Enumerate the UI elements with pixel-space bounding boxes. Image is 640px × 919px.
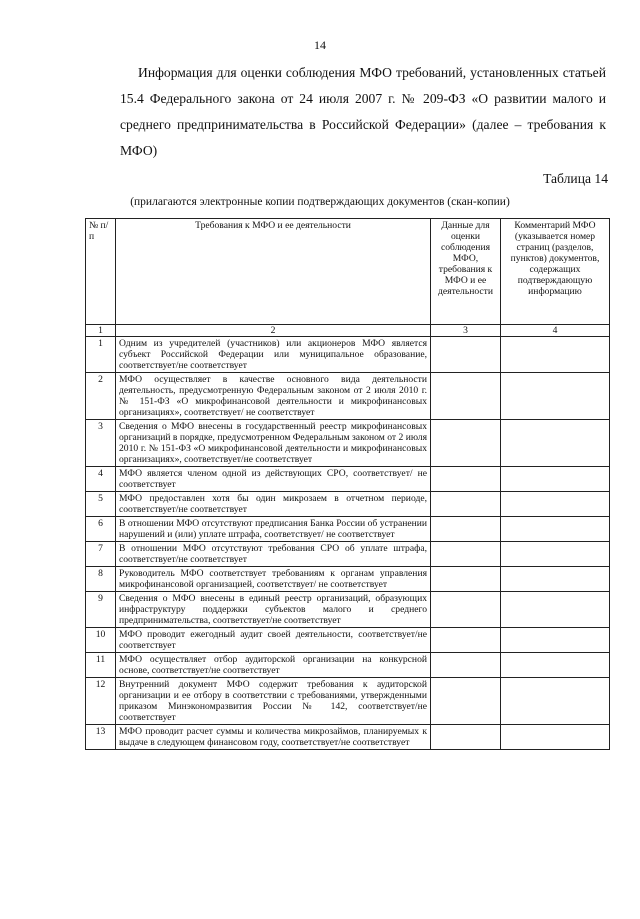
table-label: Таблица 14: [543, 171, 608, 186]
index-cell: 4: [501, 325, 610, 337]
row-requirement: МФО является членом одной из действующих СРО, соответствует/ не соответствует: [116, 467, 431, 492]
table-row: [86, 492, 610, 517]
row-number: 6: [86, 517, 116, 542]
table-row: [86, 653, 610, 678]
table-row: [86, 592, 610, 628]
row-data-cell: [431, 653, 501, 678]
header-comment: Комментарий МФО (указывается номер страниц (разделов, пунктов) документов, содержащих подтверждающую информацию: [501, 219, 610, 325]
row-data-cell: [431, 492, 501, 517]
table-row: [86, 628, 610, 653]
table-row: [86, 567, 610, 592]
table-row: [86, 678, 610, 725]
row-data-cell: [431, 373, 501, 420]
table-row: [86, 467, 610, 492]
row-comment-cell: [501, 653, 610, 678]
row-requirement: В отношении МФО отсутствуют предписания Банка России об устранении нарушений и (или) уплате штрафа, соответствует/ не соответствует: [116, 517, 431, 542]
table-row: [86, 373, 610, 420]
row-data-cell: [431, 678, 501, 725]
index-cell: 3: [431, 325, 501, 337]
document-heading: Информация для оценки соблюдения МФО требований, установленных статьей 15.4 Федерального закона от 24 июля 2007 г. № 209-ФЗ «О развитии малого и среднего предпринимательства в Российской Федерации» (далее – требования к МФО): [120, 65, 606, 158]
row-comment-cell: [501, 373, 610, 420]
row-data-cell: [431, 628, 501, 653]
row-comment-cell: [501, 420, 610, 467]
row-requirement: МФО осуществляет отбор аудиторской организации на конкурсной основе, соответствует/не соответствует: [116, 653, 431, 678]
table-row: [86, 542, 610, 567]
row-comment-cell: [501, 567, 610, 592]
row-comment-cell: [501, 467, 610, 492]
table-row: [86, 420, 610, 467]
row-comment-cell: [501, 337, 610, 373]
row-comment-cell: [501, 517, 610, 542]
row-comment-cell: [501, 542, 610, 567]
row-comment-cell: [501, 678, 610, 725]
row-number: 12: [86, 678, 116, 725]
requirements-table: [85, 218, 610, 750]
row-requirement: МФО проводит расчет суммы и количества микрозаймов, планируемых к выдаче в следующем финансовом году, соответствует/не соответствует: [116, 725, 431, 750]
row-number: 10: [86, 628, 116, 653]
table-header-row: [86, 219, 610, 325]
row-comment-cell: [501, 592, 610, 628]
header-number: № п/п: [86, 219, 116, 325]
row-requirement: В отношении МФО отсутствуют требования СРО об уплате штрафа, соответствует/не соответствует: [116, 542, 431, 567]
row-data-cell: [431, 337, 501, 373]
row-requirement: МФО осуществляет в качестве основного вида деятельности деятельность, предусмотренную Федеральным законом от 2 июля 2010 г. № 151-ФЗ «О микрофинансовой деятельности и микрофинансовых организациях», соответствует/ не соответствует: [116, 373, 431, 420]
row-number: 1: [86, 337, 116, 373]
row-data-cell: [431, 725, 501, 750]
page-number: 14: [314, 38, 326, 52]
row-number: 11: [86, 653, 116, 678]
row-number: 3: [86, 420, 116, 467]
row-data-cell: [431, 517, 501, 542]
row-requirement: МФО проводит ежегодный аудит своей деятельности, соответствует/не соответствует: [116, 628, 431, 653]
row-number: 8: [86, 567, 116, 592]
row-requirement: Сведения о МФО внесены в государственный реестр микрофинансовых организаций в порядке, предусмотренном Федеральным законом от 2 июля 2010 г. № 151-ФЗ «О микрофинансовой деятельности и микрофинансовых организациях», соответствует/не соответствует: [116, 420, 431, 467]
table-index-row: [86, 325, 610, 337]
row-number: 5: [86, 492, 116, 517]
row-requirement: МФО предоставлен хотя бы один микрозаем в отчетном периоде, соответствует/не соответствует: [116, 492, 431, 517]
row-number: 13: [86, 725, 116, 750]
row-data-cell: [431, 567, 501, 592]
row-comment-cell: [501, 628, 610, 653]
index-cell: 2: [116, 325, 431, 337]
row-number: 2: [86, 373, 116, 420]
header-data: Данные для оценки соблюдения МФО, требования к МФО и ее деятельности: [431, 219, 501, 325]
table-row: [86, 517, 610, 542]
row-comment-cell: [501, 492, 610, 517]
row-requirement: Одним из учредителей (участников) или акционеров МФО является субъект Российской Федерации или муниципальное образование, соответствует/не соответствует: [116, 337, 431, 373]
attachment-note: (прилагаются электронные копии подтверждающих документов (скан-копии): [130, 196, 510, 208]
row-data-cell: [431, 467, 501, 492]
header-requirement: Требования к МФО и ее деятельности: [116, 219, 431, 325]
row-requirement: Внутренний документ МФО содержит требования к аудиторской организации и ее отбору в соответствии с требованиями, утвержденными приказом Минэкономразвития России № 142, соответствует/не соответствует: [116, 678, 431, 725]
table-row: [86, 725, 610, 750]
row-data-cell: [431, 420, 501, 467]
row-comment-cell: [501, 725, 610, 750]
table-row: [86, 337, 610, 373]
row-number: 4: [86, 467, 116, 492]
index-cell: 1: [86, 325, 116, 337]
row-number: 9: [86, 592, 116, 628]
row-number: 7: [86, 542, 116, 567]
row-data-cell: [431, 542, 501, 567]
row-requirement: Руководитель МФО соответствует требованиям к органам управления микрофинансовой организацией, соответствует/ не соответствует: [116, 567, 431, 592]
row-requirement: Сведения о МФО внесены в единый реестр организаций, образующих инфраструктуру поддержки субъектов малого и среднего предпринимательства, соответствует/не соответствует: [116, 592, 431, 628]
row-data-cell: [431, 592, 501, 628]
